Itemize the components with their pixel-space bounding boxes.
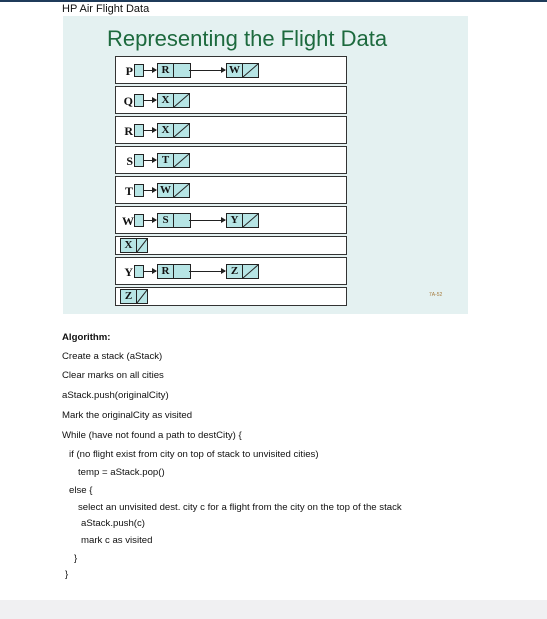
algorithm-line: } xyxy=(74,553,78,564)
adjacency-row-z xyxy=(115,287,347,306)
node-city-label: R xyxy=(158,265,174,278)
algorithm-line: Clear marks on all cities xyxy=(62,370,164,381)
document-title: HP Air Flight Data xyxy=(62,3,150,15)
algorithm-heading: Algorithm: xyxy=(62,332,111,343)
list-node xyxy=(157,153,190,168)
list-node xyxy=(157,123,190,138)
node-city-label: T xyxy=(158,154,174,167)
list-node xyxy=(226,264,259,279)
arrow-connector xyxy=(144,190,156,191)
head-pointer-box xyxy=(134,64,144,77)
head-pointer-box xyxy=(134,154,144,167)
adjacency-row-t xyxy=(115,176,347,204)
null-pointer-icon xyxy=(174,124,189,137)
adjacency-row-p xyxy=(115,56,347,84)
adjacency-row-q xyxy=(115,86,347,114)
head-pointer-box xyxy=(134,184,144,197)
node-city-label: Z xyxy=(227,265,243,278)
arrow-connector xyxy=(189,70,225,71)
list-node xyxy=(157,264,191,279)
arrow-connector xyxy=(144,100,156,101)
adjacency-row-w xyxy=(115,206,347,234)
list-node xyxy=(226,213,259,228)
null-pointer-icon xyxy=(174,94,189,107)
list-node xyxy=(226,63,259,78)
slide-image xyxy=(63,16,468,314)
algorithm-line: aStack.push(c) xyxy=(81,518,145,529)
algorithm-line: Create a stack (aStack) xyxy=(62,351,163,362)
algorithm-line: aStack.push(originalCity) xyxy=(62,390,169,401)
adjacency-row-r xyxy=(115,116,347,144)
node-city-label: W xyxy=(227,64,243,77)
algorithm-line: While (have not found a path to destCity) { xyxy=(62,430,242,441)
head-pointer-box xyxy=(134,265,144,278)
arrow-connector xyxy=(189,271,225,272)
city-label: Y xyxy=(124,265,133,279)
arrow-connector xyxy=(189,220,225,221)
head-pointer-box xyxy=(134,94,144,107)
null-pointer-icon xyxy=(137,239,147,252)
list-node xyxy=(157,63,191,78)
head-pointer-box xyxy=(134,124,144,137)
city-label: S xyxy=(126,154,133,168)
node-next-box xyxy=(174,265,190,278)
algorithm-line: mark c as visited xyxy=(81,535,153,546)
node-city-label: X xyxy=(121,239,137,252)
node-city-label: S xyxy=(158,214,174,227)
arrow-connector xyxy=(144,70,156,71)
list-node xyxy=(157,93,190,108)
algorithm-line: temp = aStack.pop() xyxy=(78,467,165,478)
slide-title: Representing the Flight Data xyxy=(107,26,388,51)
arrow-connector xyxy=(144,271,156,272)
node-next-box xyxy=(174,64,190,77)
node-city-label: Y xyxy=(227,214,243,227)
null-pointer-icon xyxy=(174,154,189,167)
bottom-bar xyxy=(0,600,547,619)
city-label: T xyxy=(124,184,133,198)
null-pointer-icon xyxy=(243,214,258,227)
adjacency-row-y xyxy=(115,257,347,285)
node-city-label: R xyxy=(158,64,174,77)
null-pointer-icon xyxy=(243,64,258,77)
adjacency-row-s xyxy=(115,146,347,174)
arrow-connector xyxy=(144,130,156,131)
city-label: Q xyxy=(123,94,133,108)
list-node xyxy=(157,213,191,228)
list-node xyxy=(157,183,190,198)
algorithm-line: else { xyxy=(69,485,93,496)
head-pointer-box xyxy=(134,214,144,227)
list-node xyxy=(120,238,148,253)
city-label: P xyxy=(125,64,133,78)
null-pointer-icon xyxy=(243,265,258,278)
null-pointer-icon xyxy=(174,184,189,197)
arrow-connector xyxy=(144,160,156,161)
list-node xyxy=(120,289,148,304)
node-city-label: W xyxy=(158,184,174,197)
adjacency-row-x xyxy=(115,236,347,255)
algorithm-line: Mark the originalCity as visited xyxy=(62,410,193,421)
arrow-connector xyxy=(144,220,156,221)
city-label: W xyxy=(122,214,134,228)
node-next-box xyxy=(174,214,190,227)
slide-number: 7A-52 xyxy=(429,292,443,298)
algorithm-line: select an unvisited dest. city c for a flight from the city on the top of the stack xyxy=(78,502,402,513)
node-city-label: X xyxy=(158,94,174,107)
algorithm-line: if (no flight exist from city on top of stack to unvisited cities) xyxy=(69,449,319,460)
adjacency-list xyxy=(115,56,347,308)
null-pointer-icon xyxy=(137,290,147,303)
top-rule xyxy=(0,0,547,2)
city-label: R xyxy=(124,124,133,138)
algorithm-line: } xyxy=(65,569,69,580)
node-city-label: Z xyxy=(121,290,137,303)
node-city-label: X xyxy=(158,124,174,137)
